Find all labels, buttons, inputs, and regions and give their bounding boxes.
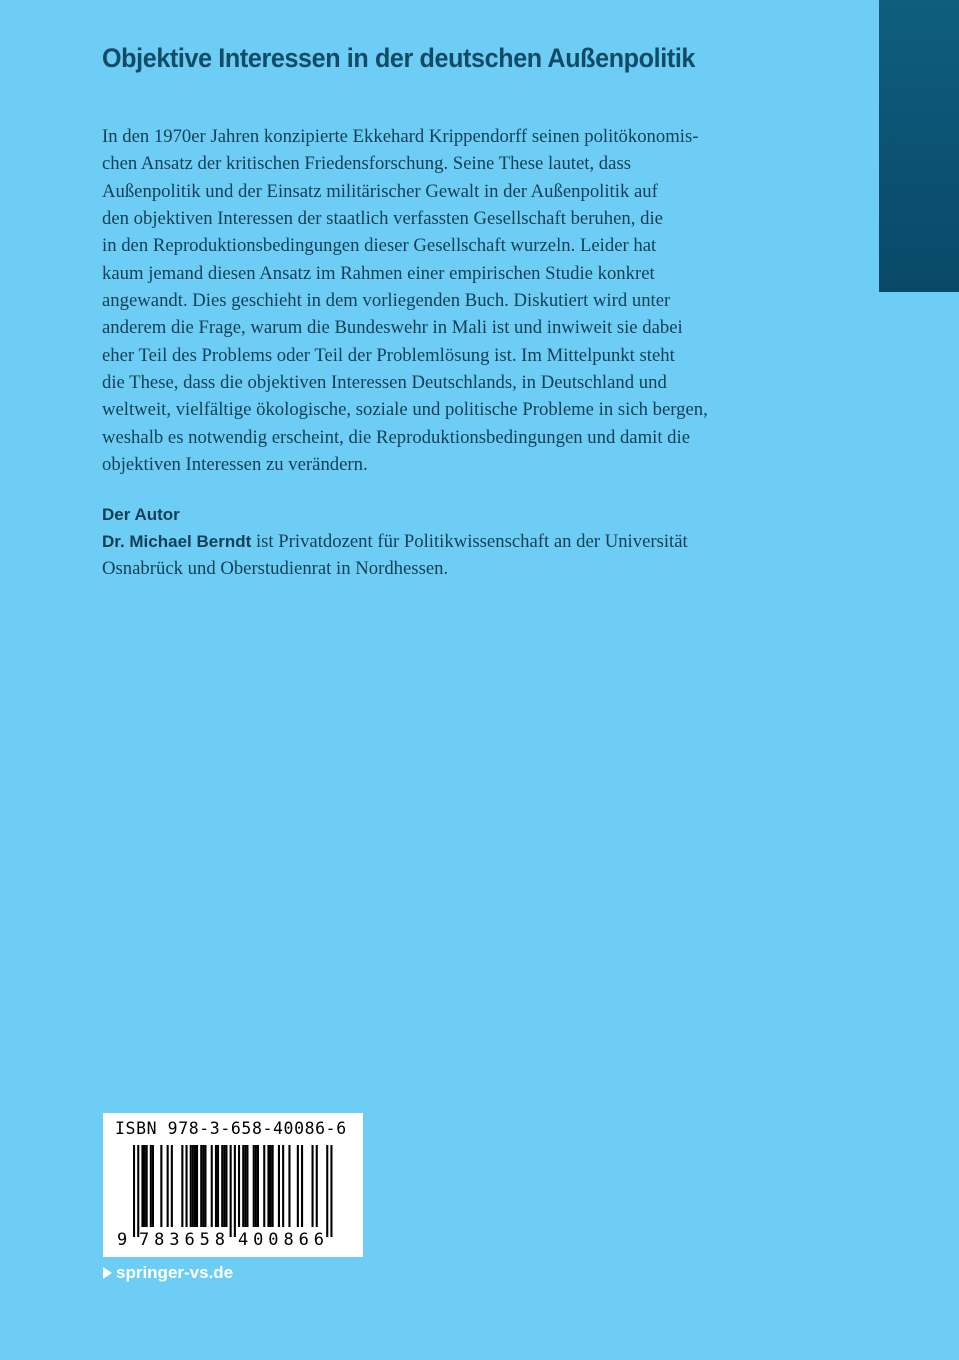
- barcode-bar: [137, 1145, 139, 1237]
- book-abstract: [102, 123, 814, 478]
- barcode-bar: [141, 1145, 143, 1227]
- barcode-bar: [230, 1145, 232, 1237]
- barcode-bar: [316, 1145, 318, 1227]
- author-name: Dr. Michael Berndt: [102, 532, 252, 551]
- barcode-bar: [282, 1145, 284, 1227]
- barcode-bar: [312, 1145, 314, 1227]
- abstract-line: weshalb es notwendig erscheint, die Reproduktionsbedingungen und damit die: [102, 426, 691, 448]
- book-title: Objektive Interessen in der deutschen Außenpolitik: [102, 43, 696, 73]
- barcode-bars: [103, 1145, 363, 1249]
- barcode-bar: [272, 1145, 274, 1227]
- barcode-bar: [326, 1145, 328, 1237]
- barcode-bar: [190, 1145, 192, 1227]
- abstract-line: angewandt. Dies geschieht in dem vorliegenden Buch. Diskutiert wird unter: [102, 290, 671, 312]
- barcode-bar: [270, 1145, 272, 1227]
- barcode-bar: [288, 1145, 290, 1227]
- abstract-line: die These, dass die objektiven Interessen Deutschlands, in Deutschland und: [102, 372, 667, 394]
- barcode-bar: [152, 1145, 154, 1227]
- barcode-bar: [257, 1145, 259, 1227]
- author-bio: [102, 528, 814, 583]
- barcode-bar: [225, 1145, 227, 1227]
- author-heading: Der Autor: [102, 505, 180, 524]
- barcode-bar: [160, 1145, 162, 1227]
- barcode-bar: [194, 1145, 196, 1227]
- corner-color-band: [879, 0, 959, 292]
- abstract-line: in den Reproduktionsbedingungen dieser Gesellschaft wurzeln. Leider hat: [102, 235, 657, 257]
- barcode-bar: [223, 1145, 225, 1227]
- abstract-line: eher Teil des Problems oder Teil der Problemlösung ist. Im Mittelpunkt steht: [102, 344, 675, 366]
- barcode-bar: [234, 1145, 236, 1237]
- abstract-line: In den 1970er Jahren konzipierte Ekkehard Krippendorff seinen politökonomis-: [102, 126, 699, 147]
- barcode-bar: [204, 1145, 206, 1227]
- barcode-bar: [186, 1145, 188, 1227]
- abstract-line: kaum jemand diesen Ansatz im Rahmen einer empirischen Studie konkret: [102, 262, 655, 284]
- abstract-line: chen Ansatz der kritischen Friedensforschung. Seine These lautet, dass: [102, 153, 631, 175]
- barcode-bar: [263, 1145, 265, 1227]
- ean-first-digit: 9: [117, 1230, 128, 1249]
- abstract-line: anderem die Frage, warum die Bundeswehr in Mali ist und inwiweit sie dabei: [102, 317, 683, 339]
- publisher-website[interactable]: [103, 1262, 233, 1284]
- website-link[interactable]: springer-vs.de: [116, 1263, 234, 1282]
- isbn-barcode: [103, 1113, 363, 1257]
- barcode-bar: [297, 1145, 299, 1227]
- barcode-bar: [242, 1145, 244, 1227]
- author-bio-line: Osnabrück und Oberstudienrat in Nordhessen.: [102, 558, 449, 580]
- author-bio-text: ist Privatdozent für Politikwissenschaft an der Universität: [251, 531, 688, 552]
- barcode-bar: [171, 1145, 173, 1227]
- barcode-bar: [301, 1145, 303, 1227]
- abstract-line-last: objektiven Interessen zu verändern.: [102, 454, 368, 476]
- abstract-line: Außenpolitik und der Einsatz militärischer Gewalt in der Außenpolitik auf: [102, 180, 658, 202]
- barcode-bar: [181, 1145, 183, 1227]
- barcode-bar: [192, 1145, 194, 1227]
- arrow-right-icon: [103, 1267, 112, 1279]
- barcode-bar: [221, 1145, 223, 1227]
- author-bio-line: [102, 528, 814, 555]
- barcode-bar: [246, 1145, 248, 1227]
- abstract-line: weltweit, vielfältige ökologische, soziale und politische Probleme in sich bergen,: [102, 399, 708, 421]
- barcode-bar: [144, 1145, 146, 1227]
- barcode-bar: [202, 1145, 204, 1227]
- barcode-bar: [146, 1145, 148, 1227]
- barcode-bar: [150, 1145, 152, 1227]
- barcode-bar: [133, 1145, 135, 1237]
- abstract-line: den objektiven Interessen der staatlich verfassten Gesellschaft beruhen, die: [102, 208, 663, 230]
- barcode-bar: [330, 1145, 332, 1237]
- barcode-bar: [278, 1145, 280, 1227]
- barcode-bar: [244, 1145, 246, 1227]
- barcode-bar: [200, 1145, 202, 1227]
- barcode-bar: [267, 1145, 269, 1227]
- barcode-bar: [255, 1145, 257, 1227]
- barcode-bar: [253, 1145, 255, 1227]
- ean-left-group: 783658: [139, 1230, 225, 1249]
- barcode-bar: [196, 1145, 198, 1227]
- barcode-bar: [211, 1145, 213, 1227]
- barcode-bar: [167, 1145, 169, 1227]
- isbn-label: ISBN 978-3-658-40086-6: [115, 1119, 347, 1138]
- barcode-bar: [217, 1145, 219, 1227]
- barcode-bar: [215, 1145, 217, 1227]
- barcode-bar: [238, 1145, 240, 1227]
- ean-right-group: 400866: [238, 1230, 324, 1249]
